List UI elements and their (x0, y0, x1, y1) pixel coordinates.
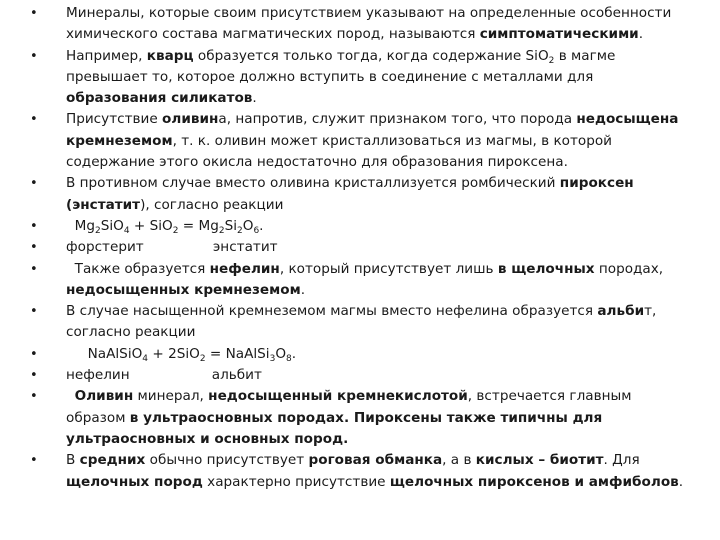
text-run: = NaAlSi (205, 345, 270, 362)
text-run: характерно присутствие (202, 473, 390, 490)
text-run: O (275, 345, 287, 362)
bold-term: недосыщена кремнеземом (66, 111, 684, 149)
bold-term: в щелочных (497, 260, 595, 277)
text-run: Присутствие (66, 111, 163, 128)
formula-text (66, 218, 264, 234)
bold-term: нефелин (209, 260, 280, 277)
bullet-item (0, 173, 720, 216)
text-run: , а в (442, 452, 476, 469)
bullet-item (0, 46, 720, 110)
bold-term: роговая обманка (308, 452, 443, 469)
text-run: в магме превышает то, которое должно вступить в соединение с металлами для (66, 47, 620, 85)
text-run: . (678, 473, 684, 490)
text-run: нефелин альбит (66, 367, 262, 384)
bold-term: оливин (162, 111, 219, 128)
bullet-icon: • (30, 453, 38, 469)
bold-term: щелочных пироксенов и амфиболов (389, 473, 679, 490)
subscript: 2 (172, 225, 179, 236)
text-run: . (252, 90, 257, 107)
subscript: 2 (548, 55, 555, 66)
bullet-text (66, 261, 667, 298)
bullet-list (0, 3, 720, 493)
text-run: O (242, 217, 254, 234)
bullet-icon: • (30, 112, 38, 128)
text-run: минерал, (133, 388, 209, 405)
text-run: , который присутствует лишь (279, 260, 498, 277)
subscript: 2 (237, 225, 243, 236)
text-run: Si (224, 217, 237, 234)
subscript: 8 (286, 353, 292, 364)
text-run: Также образуется (66, 260, 210, 277)
text-run: . (638, 26, 644, 43)
bold-term: в ультраосновных породах. Пироксены также типичны для ультраосновных и основных пород. (66, 409, 607, 447)
bold-term: пироксен (энстатит (66, 175, 639, 213)
bullet-item (0, 237, 720, 258)
formula-caption (66, 367, 262, 383)
text-run: Mg (66, 217, 96, 234)
bullet-icon: • (30, 6, 38, 21)
bold-term: щелочных пород (66, 473, 203, 490)
bullet-item (0, 386, 720, 450)
bullet-icon: • (30, 240, 38, 256)
bullet-text (66, 111, 683, 170)
text-run: SiO (100, 217, 124, 234)
subscript: 2 (218, 225, 225, 236)
text-run: NaAlSiO (66, 345, 143, 362)
bold-term: симптоматическими (479, 26, 639, 43)
text-run: обычно присутствует (145, 452, 309, 469)
text-run: + 2SiO (148, 345, 200, 362)
subscript: 2 (199, 353, 206, 364)
bold-term: образования силикатов (66, 90, 253, 107)
bold-term: кварц (146, 47, 194, 64)
text-run: , т. к. оливин может кристаллизоваться из магмы, в которой содержание этого окисла недостаточно для образования пироксена. (66, 132, 617, 171)
bold-term: альби (597, 303, 645, 320)
bullet-item (0, 450, 720, 493)
formula-caption (66, 239, 278, 255)
bold-term: средних (79, 452, 146, 469)
subscript: 2 (95, 225, 101, 236)
bullet-icon: • (30, 346, 38, 362)
subscript: 4 (142, 353, 149, 364)
text-run: а, напротив, служит признаком того, что порода (218, 111, 577, 128)
text-run: . (259, 217, 264, 234)
text-run: В случае насыщенной кремнеземом магмы вместо нефелина образуется (66, 303, 598, 320)
bold-term: Оливин (74, 388, 134, 405)
text-run: + SiO (129, 217, 173, 234)
bullet-item (0, 3, 720, 46)
bullet-text (66, 175, 638, 212)
text-run: Например, (66, 47, 147, 64)
subscript: 3 (269, 353, 276, 364)
bold-term: недосыщенных кремнеземом (66, 281, 301, 298)
text-run: . (300, 281, 306, 298)
text-run: ), согласно реакции (140, 196, 284, 213)
bullet-icon: • (30, 368, 38, 384)
bullet-icon: • (30, 261, 38, 277)
bold-term: кислых – биотит (475, 452, 604, 469)
bullet-item (0, 216, 720, 237)
bullet-text (66, 5, 676, 42)
text-run: В противном случае вместо оливина кристаллизуется ромбический (66, 175, 560, 192)
subscript: 6 (253, 225, 260, 236)
bullet-icon: • (30, 48, 38, 64)
bullet-icon: • (30, 218, 38, 234)
bullet-item (0, 301, 720, 344)
text-run: Минералы, которые своим присутствием указывают на определенные особенности химического состава магматических пород, называются (66, 5, 676, 43)
text-run: т, согласно реакции (66, 303, 661, 341)
formula-text (66, 346, 296, 362)
text-run: = Mg (178, 217, 219, 234)
text-run: форстерит энстатит (66, 239, 278, 256)
text-run: , встречается главным образом (66, 388, 636, 426)
bullet-text (66, 452, 683, 489)
text-run: . (291, 345, 297, 362)
text-run (66, 388, 75, 404)
bullet-item (0, 259, 720, 302)
text-run: образуется только тогда, когда содержание SiO (193, 47, 549, 64)
bullet-item (0, 365, 720, 386)
bullet-text (66, 303, 661, 340)
bullet-icon: • (30, 304, 38, 320)
subscript: 4 (123, 225, 130, 236)
bullet-item (0, 109, 720, 173)
bold-term: недосыщенный кремнекислотой (208, 388, 468, 405)
text-run: . Для (603, 452, 644, 469)
text-run: породах, (594, 260, 668, 277)
bullet-text (66, 388, 636, 447)
text-run: В (66, 452, 80, 469)
bullet-icon: • (30, 389, 38, 405)
bullet-item (0, 344, 720, 365)
bullet-text (66, 48, 620, 107)
bullet-icon: • (30, 176, 38, 192)
